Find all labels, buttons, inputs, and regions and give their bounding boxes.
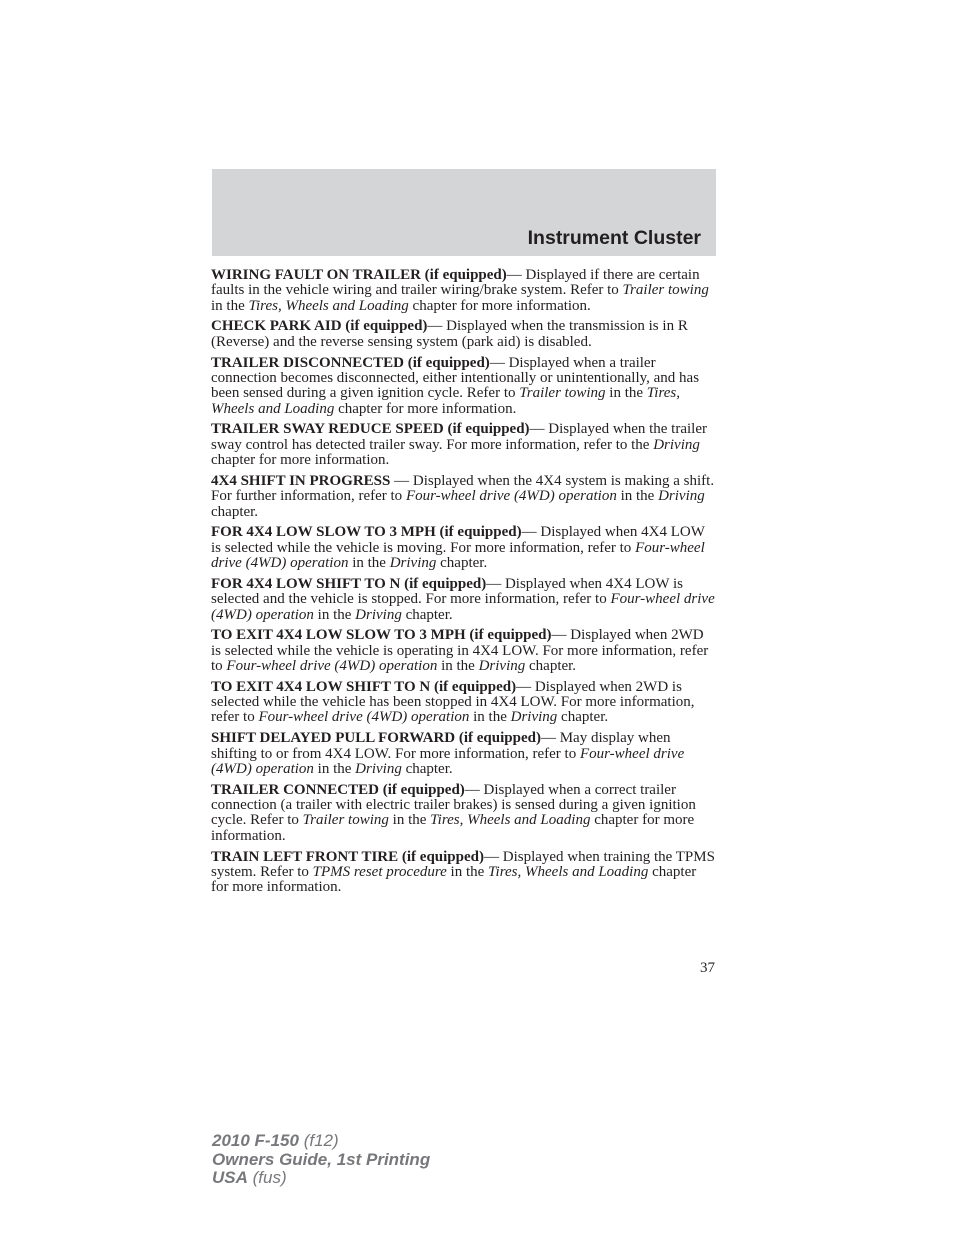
entry-term: TRAIN LEFT FRONT TIRE (if equipped) xyxy=(211,848,484,865)
entry-reference: Tires, Wheels and Loading xyxy=(211,385,680,417)
footer-market-code: (fus) xyxy=(252,1168,287,1187)
entry-reference: Four-wheel drive (4WD) operation xyxy=(211,745,685,777)
footer-market-line xyxy=(212,1169,430,1188)
entry-text: in the xyxy=(388,812,431,829)
entry-reference: Four-wheel drive (4WD) operation xyxy=(258,709,470,726)
entry-text: chapter for more information. xyxy=(334,400,517,417)
entry-check-park-aid xyxy=(211,319,717,350)
entry-text: in the xyxy=(437,657,479,674)
entry-reference: TPMS reset procedure xyxy=(312,863,447,880)
footer-market: USA xyxy=(212,1168,248,1187)
entry-text: chapter for more information. xyxy=(408,297,591,314)
entry-text: — Displayed when a correct trailer connection (a trailer with electric trailer brakes) is sensed during a given ignition cycle. Refer to xyxy=(211,781,696,829)
entry-text: in the xyxy=(605,385,647,402)
entry-text: — Displayed when 4X4 LOW is selected while the vehicle is moving. For more information, refer to xyxy=(211,524,705,556)
footer-guide: Owners Guide, 1st Printing xyxy=(212,1149,431,1169)
entry-text: in the xyxy=(211,297,249,314)
footer-model: 2010 F-150 xyxy=(212,1131,299,1150)
entry-train-left-front-tire xyxy=(211,850,717,896)
entry-4x4-low-slow xyxy=(211,525,717,571)
entry-trailer-sway xyxy=(211,422,717,468)
page-number: 37 xyxy=(700,960,715,976)
entry-text: chapter. xyxy=(436,555,488,572)
entry-text: in the xyxy=(616,488,659,505)
entry-reference: Driving xyxy=(658,488,705,505)
entry-reference: Driving xyxy=(510,709,558,726)
entry-term: TRAILER DISCONNECTED (if equipped) xyxy=(211,354,490,371)
entry-reference: Tires, Wheels and Loading xyxy=(248,297,409,314)
entry-reference: Trailer towing xyxy=(519,385,606,402)
entry-text: chapter for more information. xyxy=(211,452,390,469)
chapter-title: Instrument Cluster xyxy=(527,227,701,249)
entry-text: — Displayed if there are certain faults in the vehicle wiring and trailer wiring/brake system. Refer to xyxy=(211,267,700,299)
entry-reference: Four-wheel drive (4WD) operation xyxy=(226,657,438,674)
entry-text: — Displayed when 4X4 LOW is selected and the vehicle is stopped. For more information, refer to xyxy=(211,575,683,608)
entry-reference: Four-wheel drive (4WD) operation xyxy=(405,488,617,505)
entry-text: in the xyxy=(348,555,390,572)
entry-text: — Displayed when 2WD is selected while the vehicle is operating in 4X4 LOW. For more information, refer to xyxy=(211,627,709,674)
entry-text: in the xyxy=(446,863,489,880)
entry-term: FOR 4X4 LOW SLOW TO 3 MPH (if equipped) xyxy=(211,524,522,541)
entry-text: chapter for more information. xyxy=(211,863,697,896)
entry-text: chapter. xyxy=(557,709,609,726)
entry-reference: Tires, Wheels and Loading xyxy=(488,863,649,880)
entry-shift-delayed xyxy=(211,731,717,777)
entry-text: — Displayed when a trailer connection becomes disconnected, either intentionally or unintentionally, and has been sensed during a given ignition cycle. Refer to xyxy=(211,354,700,402)
entry-term: WIRING FAULT ON TRAILER (if equipped) xyxy=(211,267,507,283)
entry-text: in the xyxy=(313,606,356,623)
entry-reference: Driving xyxy=(355,760,402,777)
entry-reference: Tires, Wheels and Loading xyxy=(430,812,591,829)
entry-text: — May display when shifting to or from 4X4 LOW. For more information, refer to xyxy=(211,730,671,762)
entry-reference: Driving xyxy=(653,436,700,453)
entry-reference: Driving xyxy=(478,657,526,674)
entry-text: chapter. xyxy=(525,657,577,674)
entry-trailer-disconnected xyxy=(211,356,717,417)
footer-guide-line xyxy=(212,1151,430,1170)
entry-reference: Driving xyxy=(389,555,437,572)
entry-text: chapter. xyxy=(401,606,453,623)
entry-4x4-low-shift-n xyxy=(211,577,717,623)
entry-term: FOR 4X4 LOW SHIFT TO N (if equipped) xyxy=(211,575,487,592)
entry-text: chapter. xyxy=(211,503,259,520)
entry-text: — Displayed when 2WD is selected while the vehicle has been stopped in 4X4 LOW. For more information, refer to xyxy=(211,678,695,726)
entry-text: in the xyxy=(313,760,356,777)
entry-term: TO EXIT 4X4 LOW SLOW TO 3 MPH (if equipped) xyxy=(211,627,552,644)
entry-reference: Trailer towing xyxy=(622,282,709,299)
footer-model-line xyxy=(212,1132,430,1151)
entry-reference: Driving xyxy=(355,606,402,623)
entry-term: TRAILER SWAY REDUCE SPEED (if equipped) xyxy=(211,421,530,438)
entry-text: in the xyxy=(469,709,511,726)
entry-text: chapter. xyxy=(401,760,453,777)
entry-4x4-shift-in-progress xyxy=(211,474,717,520)
page-body xyxy=(211,268,717,901)
entry-term: TRAILER CONNECTED (if equipped) xyxy=(211,781,465,798)
footer-model-code: (f12) xyxy=(303,1131,339,1150)
entry-term: 4X4 SHIFT IN PROGRESS xyxy=(211,472,391,489)
entry-exit-4x4-low-slow xyxy=(211,628,717,674)
entry-term: SHIFT DELAYED PULL FORWARD (if equipped) xyxy=(211,730,541,747)
entry-trailer-connected xyxy=(211,783,717,844)
entry-reference: Trailer towing xyxy=(302,812,389,829)
publication-footer xyxy=(212,1132,430,1188)
entry-text: — Displayed when the 4X4 system is making a shift. For further information, refer to xyxy=(211,472,715,505)
entry-text: — Displayed when the transmission is in R (Reverse) and the reverse sensing system (park aid) is disabled. xyxy=(211,318,688,350)
entry-reference: Four-wheel drive (4WD) operation xyxy=(211,539,705,572)
entry-exit-4x4-low-shift-n xyxy=(211,680,717,726)
entry-text: chapter for more information. xyxy=(211,812,695,844)
entry-text: — Displayed when training the TPMS system. Refer to xyxy=(211,848,715,880)
entry-wiring-fault xyxy=(211,268,717,314)
entry-text: — Displayed when the trailer sway control has detected trailer sway. For more information, refer to the xyxy=(211,421,707,453)
entry-reference: Four-wheel drive (4WD) operation xyxy=(211,591,715,623)
chapter-header-band xyxy=(212,169,716,256)
entry-term: CHECK PARK AID (if equipped) xyxy=(211,318,428,335)
entry-term: TO EXIT 4X4 LOW SHIFT TO N (if equipped) xyxy=(211,678,517,695)
